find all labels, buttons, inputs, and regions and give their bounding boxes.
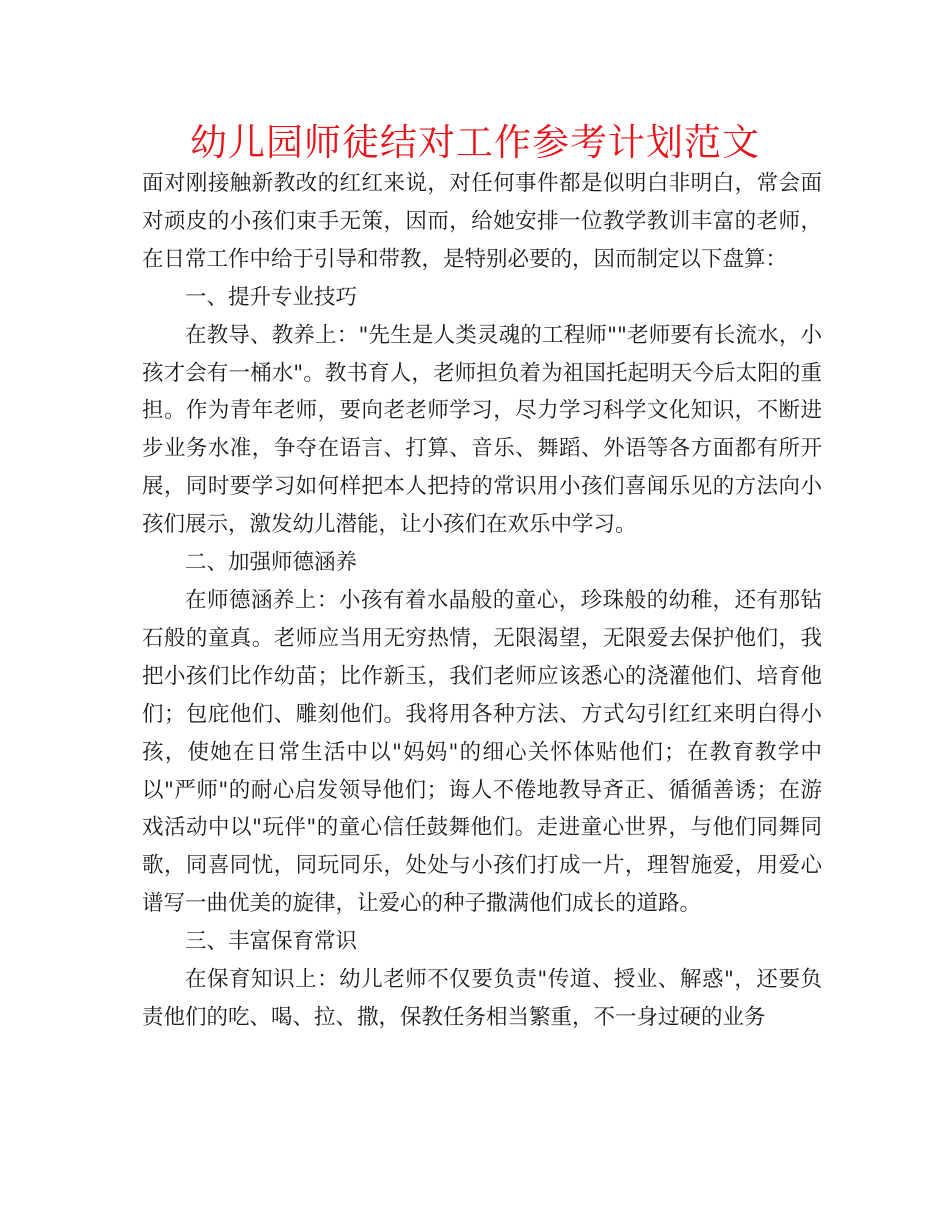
section-heading-1: 一、提升专业技巧	[185, 284, 358, 310]
intro-paragraph: 面对刚接触新教改的红红来说，对任何事件都是似明白非明白，常会面对顽皮的小孩们束手无策，因而，给她安排一位教学教训丰富的老师，在日常工作中给于引导和带教，是特别必要的，因而制定以下盘算：	[142, 171, 822, 272]
section-heading-2: 二、加强师德涵养	[185, 550, 358, 576]
document-body	[142, 165, 822, 1037]
document-title: 幼儿园师徒结对工作参考计划范文	[190, 121, 760, 164]
section-paragraph-1: 在教导、教养上："先生是人类灵魂的工程师""老师要有长流水，小孩才会有一桶水"。教书育人，老师担负着为祖国托起明天今后太阳的重担。作为青年老师，要向老老师学习，尽力学习科学文化知识，不断进步业务水准，争夺在语言、打算、音乐、舞蹈、外语等各方面都有所开展，同时要学习如何样把本人把持的常识用小孩们喜闻乐见的方法向小孩们展示，激发幼儿潜能，让小孩们在欢乐中学习。	[142, 322, 822, 538]
section-paragraph-3: 在保育知识上：幼儿老师不仅要负责"传道、授业、解惑"，还要负责他们的吃、喝、拉、撒，保教任务相当繁重，不一身过硬的业务	[142, 967, 822, 1030]
section-heading-3: 三、丰富保育常识	[185, 929, 358, 955]
section-paragraph-2: 在师德涵养上：小孩有着水晶般的童心，珍珠般的幼稚，还有那钻石般的童真。老师应当用无穷热情，无限渴望，无限爱去保护他们，我把小孩们比作幼苗；比作新玉，我们老师应该悉心的浇灌他们、培育他们；包庇他们、雕刻他们。我将用各种方法、方式勾引红红来明白得小孩，使她在日常生活中以"妈妈"的细心关怀体贴他们；在教育教学中以"严师"的耐心启发领导他们；诲人不倦地教导斉正、循循善诱；在游戏活动中以"玩伴"的童心信任鼓舞他们。走进童心世界，与他们同舞同歌，同喜同忧，同玩同乐，处处与小孩们打成一片，理智施爱，用爱心谱写一曲优美的旋律，让爱心的种子撒满他们成长的道路。	[142, 587, 822, 917]
